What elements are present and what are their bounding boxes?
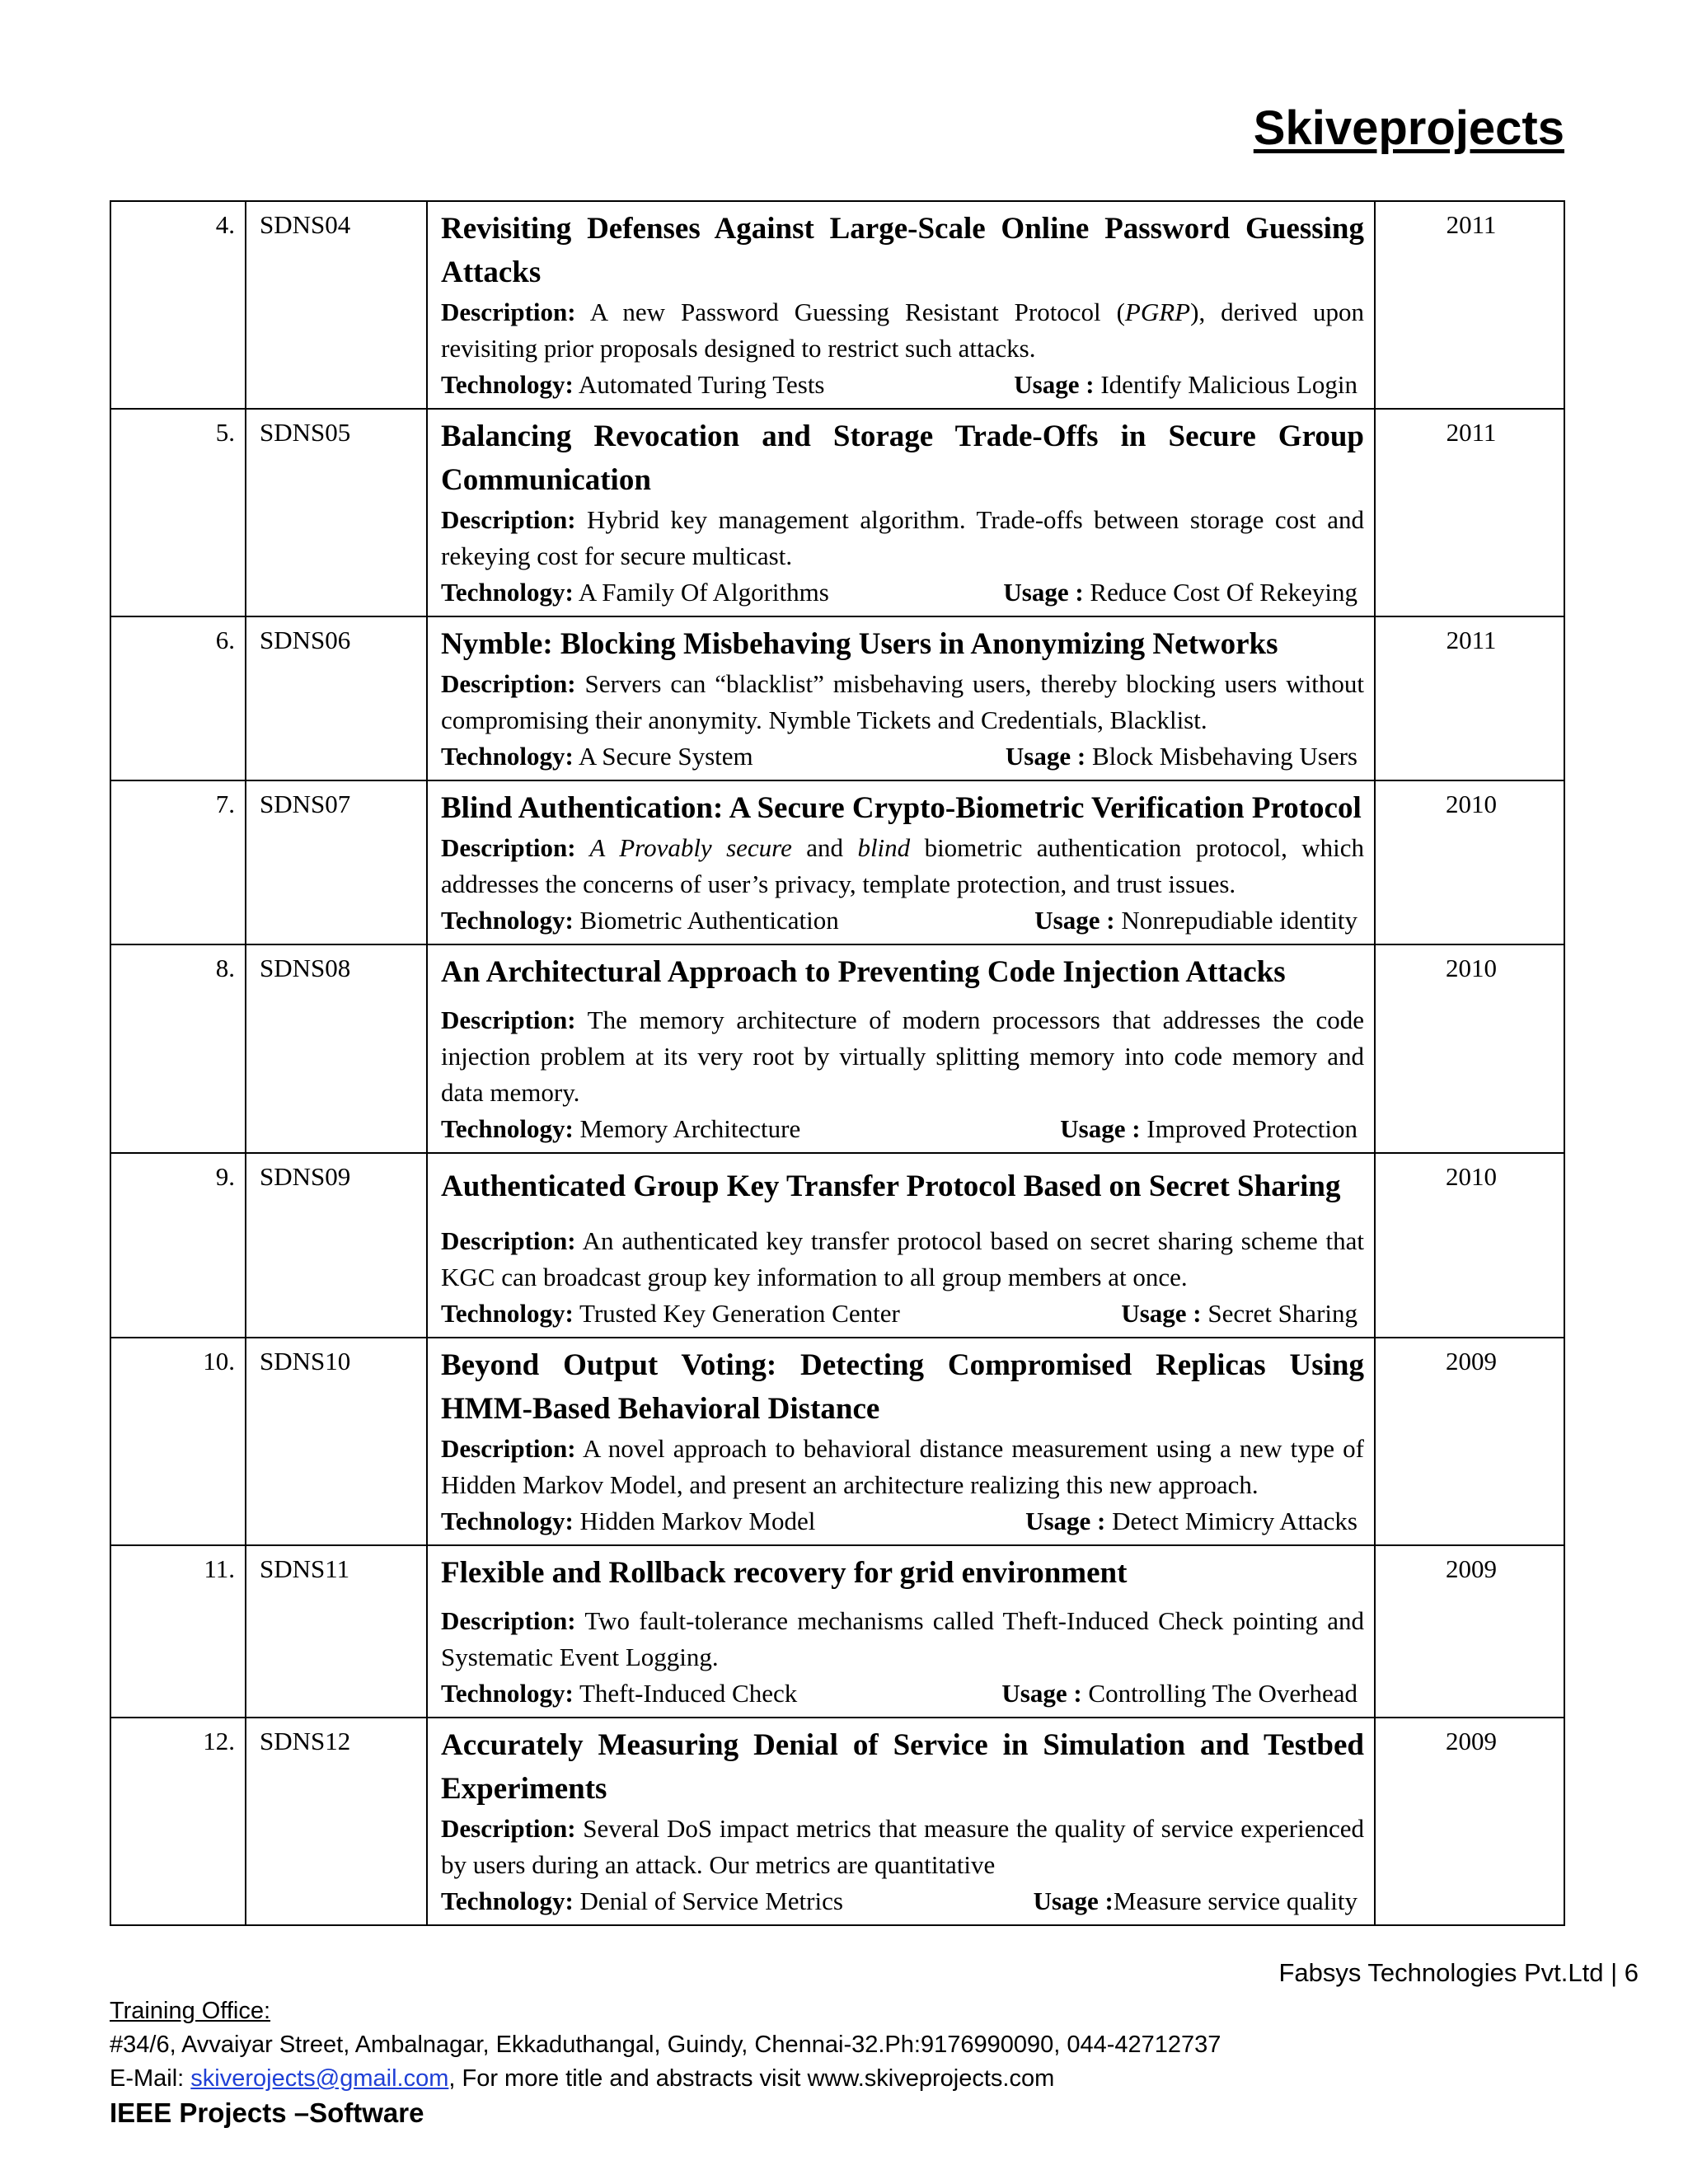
row-number: 12. xyxy=(110,1718,246,1925)
project-title: Blind Authentication: A Secure Crypto-Biometric Verification Protocol xyxy=(441,791,1362,825)
project-description: Description: An authenticated key transfer protocol based on secret sharing scheme that KGC can broadcast group key information to all group members at once. xyxy=(441,1226,1364,1291)
project-details xyxy=(427,1718,1375,1925)
project-year: 2010 xyxy=(1375,944,1564,1153)
project-year: 2010 xyxy=(1375,780,1564,944)
project-details xyxy=(427,780,1375,944)
project-year: 2011 xyxy=(1375,616,1564,780)
email-link[interactable]: skiverojects@gmail.com xyxy=(190,2065,449,2092)
project-code: SDNS08 xyxy=(246,944,427,1153)
table-row xyxy=(110,616,1564,780)
project-details xyxy=(427,1338,1375,1545)
project-code: SDNS10 xyxy=(246,1338,427,1545)
table-row xyxy=(110,944,1564,1153)
project-year: 2010 xyxy=(1375,1153,1564,1338)
project-description: Description: A novel approach to behavioral distance measurement using a new type of Hidden Markov Model, and present an architecture realizing this new approach. xyxy=(441,1434,1364,1499)
project-year: 2011 xyxy=(1375,201,1564,409)
project-year: 2009 xyxy=(1375,1338,1564,1545)
training-office-label: Training Office: xyxy=(110,1998,271,2024)
row-number: 9. xyxy=(110,1153,246,1338)
technology-usage: Technology: Automated Turing Tests Usage : Identify Malicious Login xyxy=(441,370,1357,399)
project-description: Description: A new Password Guessing Resistant Protocol (PGRP), derived upon revisiting prior proposals designed to restrict such attacks. xyxy=(441,298,1364,363)
technology-usage: Technology: Biometric Authentication Usage : Nonrepudiable identity xyxy=(441,906,1357,935)
email-line xyxy=(110,2062,1221,2096)
project-code: SDNS06 xyxy=(246,616,427,780)
table-row xyxy=(110,201,1564,409)
project-year: 2011 xyxy=(1375,409,1564,616)
row-number: 4. xyxy=(110,201,246,409)
row-number: 5. xyxy=(110,409,246,616)
project-description: Description: A Provably secure and blind biometric authentication protocol, which addresses the concerns of user’s privacy, template protection, and trust issues. xyxy=(441,833,1364,898)
project-description: Description: Two fault-tolerance mechanisms called Theft-Induced Check pointing and Systematic Event Logging. xyxy=(441,1606,1364,1671)
table-row xyxy=(110,409,1564,616)
project-title: Accurately Measuring Denial of Service in Simulation and Testbed Experiments xyxy=(441,1728,1364,1806)
technology-usage: Technology: Trusted Key Generation Center Usage : Secret Sharing xyxy=(441,1299,1357,1328)
project-title: An Architectural Approach to Preventing Code Injection Attacks xyxy=(441,955,1286,989)
technology-usage: Technology: Memory Architecture Usage : Improved Protection xyxy=(441,1114,1357,1143)
row-number: 7. xyxy=(110,780,246,944)
technology-usage: Technology: Denial of Service Metrics Usage :Measure service quality xyxy=(441,1886,1357,1915)
technology-usage: Technology: A Family Of Algorithms Usage : Reduce Cost Of Rekeying xyxy=(441,578,1357,607)
row-number: 10. xyxy=(110,1338,246,1545)
project-details xyxy=(427,616,1375,780)
project-description: Description: Hybrid key management algorithm. Trade-offs between storage cost and rekeying cost for secure multicast. xyxy=(441,505,1364,570)
table-row xyxy=(110,1338,1564,1545)
project-year: 2009 xyxy=(1375,1545,1564,1718)
project-title: Revisiting Defenses Against Large-Scale Online Password Guessing Attacks xyxy=(441,212,1364,289)
project-details xyxy=(427,944,1375,1153)
email-prefix: E-Mail: xyxy=(110,2065,191,2092)
technology-usage: Technology: A Secure System Usage : Block Misbehaving Users xyxy=(441,742,1357,771)
table-row xyxy=(110,1718,1564,1925)
project-details xyxy=(427,1153,1375,1338)
projects-table xyxy=(110,200,1565,1926)
project-details xyxy=(427,201,1375,409)
project-details xyxy=(427,409,1375,616)
project-description: Description: Several DoS impact metrics that measure the quality of service experienced by users during an attack. Our metrics are quantitative xyxy=(441,1814,1364,1879)
project-title: Nymble: Blocking Misbehaving Users in Anonymizing Networks xyxy=(441,627,1278,661)
project-description: Description: Servers can “blacklist” misbehaving users, thereby blocking users without compromising their anonymity. Nymble Tickets and Credentials, Blacklist. xyxy=(441,669,1364,734)
table-row xyxy=(110,780,1564,944)
technology-usage: Technology: Theft-Induced Check Usage : Controlling The Overhead xyxy=(441,1679,1357,1708)
project-title: Balancing Revocation and Storage Trade-Offs in Secure Group Communication xyxy=(441,419,1364,497)
table-row xyxy=(110,1545,1564,1718)
project-year: 2009 xyxy=(1375,1718,1564,1925)
technology-usage: Technology: Hidden Markov Model Usage : Detect Mimicry Attacks xyxy=(441,1507,1357,1535)
project-code: SDNS12 xyxy=(246,1718,427,1925)
project-code: SDNS05 xyxy=(246,409,427,616)
project-code: SDNS09 xyxy=(246,1153,427,1338)
project-title: Beyond Output Voting: Detecting Compromised Replicas Using HMM-Based Behavioral Distance xyxy=(441,1348,1364,1426)
project-code: SDNS11 xyxy=(246,1545,427,1718)
project-code: SDNS04 xyxy=(246,201,427,409)
brand-heading: Skiveprojects xyxy=(1253,101,1564,155)
table-row xyxy=(110,1153,1564,1338)
row-number: 11. xyxy=(110,1545,246,1718)
project-details xyxy=(427,1545,1375,1718)
office-address: #34/6, Avvaiyar Street, Ambalnagar, Ekkaduthangal, Guindy, Chennai-32.Ph:9176990090, 044-42712737 xyxy=(110,2032,1221,2058)
row-number: 6. xyxy=(110,616,246,780)
project-title: Flexible and Rollback recovery for grid environment xyxy=(441,1556,1128,1590)
project-description: Description: The memory architecture of modern processors that addresses the code injection problem at its very root by virtually splitting memory into code memory and data memory. xyxy=(441,1005,1364,1107)
website-text: , For more title and abstracts visit www.skiveprojects.com xyxy=(448,2065,1055,2092)
project-code: SDNS07 xyxy=(246,780,427,944)
company-page-number: Fabsys Technologies Pvt.Ltd | 6 xyxy=(1278,1958,1639,1987)
project-title: Authenticated Group Key Transfer Protocol Based on Secret Sharing xyxy=(441,1169,1341,1203)
category-label: IEEE Projects –Software xyxy=(110,2097,424,2128)
footer xyxy=(110,1994,1221,2130)
row-number: 8. xyxy=(110,944,246,1153)
